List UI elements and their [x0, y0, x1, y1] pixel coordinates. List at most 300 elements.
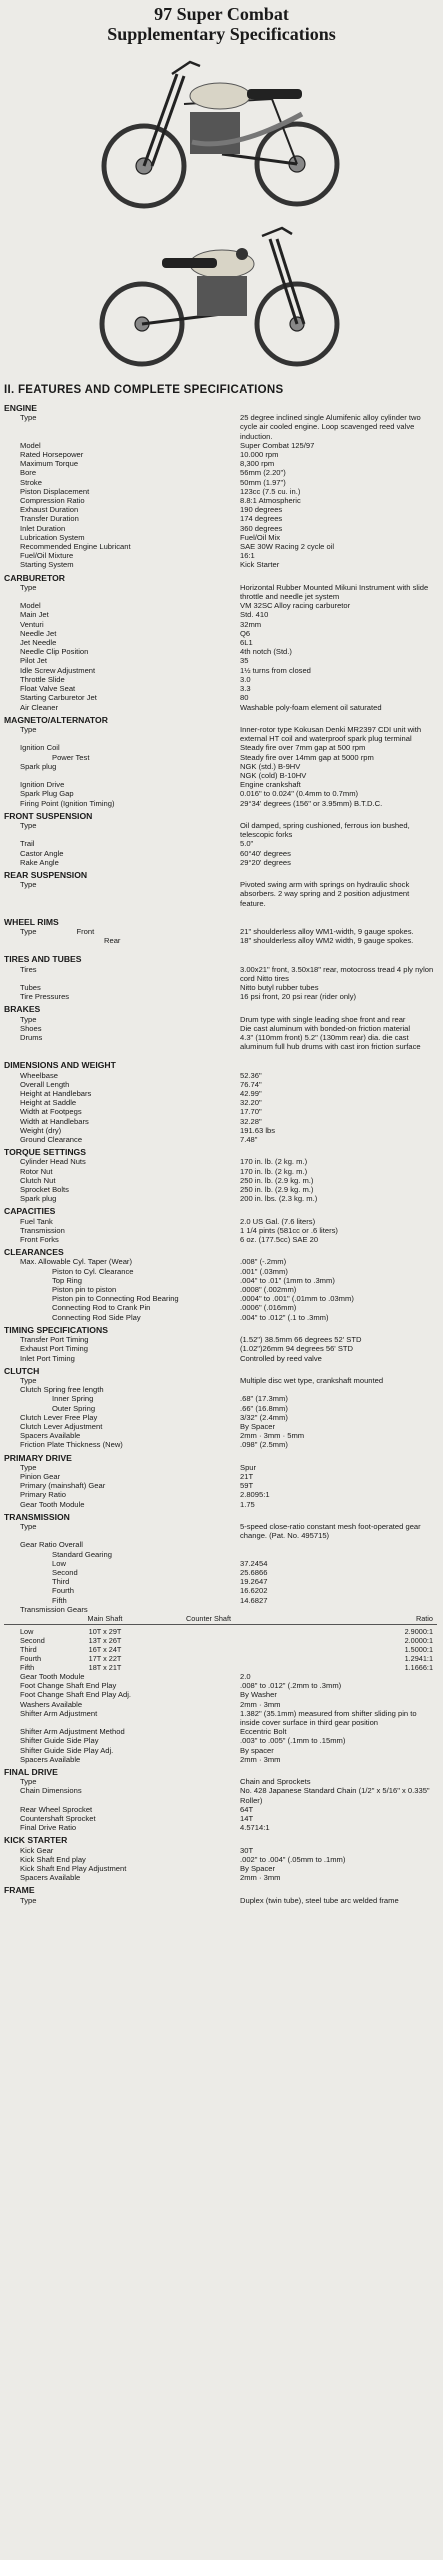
spec-row — [4, 1313, 437, 1322]
gear-ratio: 1.1666:1 — [404, 1662, 433, 1672]
spec-label: Spark plug — [20, 1194, 57, 1204]
spec-row — [4, 1344, 437, 1353]
spec-label: Chain Dimensions — [20, 1786, 82, 1796]
spec-value: Pivoted swing arm with springs on hydraulic shock absorbers. 2 way spring and 2 position adjustment feature. — [240, 880, 410, 908]
spec-label: Type — [20, 1895, 37, 1905]
spec-row — [4, 1303, 437, 1312]
group-heading: TIMING SPECIFICATIONS — [4, 1324, 108, 1335]
spec-value: 174 degrees — [240, 514, 283, 524]
spec-value: Duplex (twin tube), steel tube arc welded frame — [240, 1895, 399, 1905]
spec-row — [4, 1404, 437, 1413]
spec-label: Cylinder Head Nuts — [20, 1157, 86, 1167]
spec-value: 2mm · 3mm — [240, 1754, 281, 1764]
gears-table-rule — [4, 1624, 437, 1625]
spec-value: 1 1/4 pints (581cc or .6 liters) — [240, 1225, 338, 1235]
spec-value: .003" to .005" (.1mm to .15mm) — [240, 1736, 346, 1746]
spec-label — [4, 936, 240, 945]
spec-value: 1.75 — [240, 1499, 255, 1509]
spec-row — [4, 1185, 437, 1194]
spec-label: Foot Change Shaft End Play — [20, 1681, 117, 1691]
section-title: II. FEATURES AND COMPLETE SPECIFICATIONS — [4, 384, 284, 396]
spec-value: 25.6866 — [240, 1567, 268, 1577]
spec-value: 14T — [240, 1814, 254, 1824]
spec-value: 2mm · 3mm — [240, 1873, 281, 1883]
spec-label: Firing Point (Ignition Timing) — [20, 798, 115, 808]
spec-label: Float Valve Seat — [20, 684, 76, 694]
group-heading: MAGNETO/ALTERNATOR — [4, 714, 108, 725]
spec-value: 16 psi front, 20 psi rear (rider only) — [240, 992, 357, 1002]
spec-value: Q6 — [240, 628, 251, 638]
spec-row — [4, 1873, 437, 1882]
spec-value: 17.70" — [240, 1107, 262, 1117]
spec-value: 8,300 rpm — [240, 459, 275, 469]
spec-label: Maximum Torque — [20, 459, 79, 469]
spec-value: Steady fire over 7mm gap at 500 rpm — [240, 743, 366, 753]
spec-value: 2mm · 3mm — [240, 1699, 281, 1709]
gears-table-header — [4, 1614, 437, 1623]
spec-label: Type — [20, 880, 37, 890]
spec-row — [4, 1098, 437, 1107]
spec-label: Model — [20, 440, 41, 450]
spec-row — [4, 693, 437, 702]
spec-label: Low — [52, 1558, 66, 1568]
spec-row — [4, 1126, 437, 1135]
spec-value: .098" (2.5mm) — [240, 1440, 288, 1450]
group-heading: CLUTCH — [4, 1365, 40, 1376]
spec-row — [4, 1385, 437, 1394]
spec-row — [4, 441, 437, 450]
spec-row — [4, 1690, 437, 1699]
spec-label: Connecting Rod to Crank Pin — [52, 1303, 151, 1313]
spec-label: Clutch Nut — [20, 1175, 56, 1185]
spec-row — [4, 1540, 437, 1549]
motorcycle-photo-1 — [72, 44, 372, 214]
spec-value: 3.00x21" front, 3.50x18" rear, motocross tread 4 ply nylon cord Nitto tires — [240, 964, 434, 983]
group-heading: TRANSMISSION — [4, 1511, 70, 1522]
spec-label: Castor Angle — [20, 848, 64, 858]
spec-row — [4, 450, 437, 459]
spec-value: 6 oz. (177.5cc) SAE 20 — [240, 1235, 319, 1245]
spec-row — [4, 1568, 437, 1577]
spec-row — [4, 983, 437, 992]
spec-row — [4, 610, 437, 619]
spec-row — [4, 684, 437, 693]
spec-value: 5-speed close-ratio constant mesh foot-operated gear change. (Pat. No. 495715) — [240, 1521, 421, 1541]
spec-label: Inlet Port Timing — [20, 1353, 75, 1363]
gear-main-shaft: 10T x 29T — [88, 1626, 122, 1636]
spec-label: Type — [20, 820, 37, 830]
spec-row — [4, 560, 437, 569]
spec-row — [4, 1814, 437, 1823]
spec-row — [4, 1586, 437, 1595]
spec-label: Shifter Arm Adjustment Method — [20, 1727, 125, 1737]
spec-row — [4, 666, 437, 675]
spec-value: Multiple disc wet type, crankshaft mounted — [240, 1375, 384, 1385]
spec-row — [4, 1700, 437, 1709]
spec-row — [4, 858, 437, 867]
spec-label: Inner Spring — [52, 1394, 94, 1404]
spec-row — [4, 1394, 437, 1403]
spec-row — [4, 1226, 437, 1235]
spec-value: 19.2647 — [240, 1577, 268, 1587]
group-heading: FRONT SUSPENSION — [4, 810, 93, 821]
spec-row — [4, 992, 437, 1001]
spec-row — [4, 789, 437, 798]
spec-value: NGK (std.) B-9HV — [240, 761, 301, 771]
spec-row — [4, 487, 437, 496]
spec-value: 3.3 — [240, 684, 251, 694]
spec-label: Gear Tooth Module — [20, 1671, 85, 1681]
spec-sublabel: Front — [76, 926, 95, 936]
spec-row — [4, 1080, 437, 1089]
spec-label: Shifter Guide Side Play Adj. — [20, 1745, 114, 1755]
spec-value: 190 degrees — [240, 505, 283, 515]
spec-row — [4, 849, 437, 858]
spec-label: Throttle Slide — [20, 674, 65, 684]
title-line-1: 97 Super Combat — [154, 4, 289, 24]
spec-value: By spacer — [240, 1745, 274, 1755]
spec-label: Rotor Nut — [20, 1166, 53, 1176]
spec-label: Clutch Spring free length — [20, 1385, 104, 1395]
spec-value: Oil damped, spring cushioned, ferrous ion bushed, telescopic forks — [240, 820, 410, 840]
spec-row — [4, 1855, 437, 1864]
gears-table-row — [4, 1627, 437, 1636]
spec-row — [4, 1823, 437, 1832]
spec-row — [4, 965, 437, 983]
spec-row — [4, 821, 437, 839]
spec-label: Idle Screw Adjustment — [20, 665, 96, 675]
spec-row — [4, 1431, 437, 1440]
spec-value: Super Combat 125/97 — [240, 440, 315, 450]
spec-value: .0006" (.016mm) — [240, 1303, 297, 1313]
spec-label: Third — [52, 1577, 70, 1587]
spec-row — [4, 753, 437, 762]
gear-counter-shaft — [146, 1663, 296, 1672]
spec-label: Fourth — [52, 1586, 74, 1596]
spec-label: Clutch Lever Free Play — [20, 1412, 98, 1422]
spec-value: 191.63 lbs — [240, 1125, 276, 1135]
spec-value: 1.382" (35.1mm) measured from shifter sliding pin to inside cover surface in third gear position — [240, 1708, 417, 1727]
gear-main-shaft: 16T x 24T — [88, 1644, 122, 1654]
spec-value — [240, 1385, 437, 1394]
gears-table-row — [4, 1654, 437, 1663]
spec-row — [4, 620, 437, 629]
spec-label: Pinion Gear — [20, 1471, 61, 1481]
spec-value: 7.48" — [240, 1135, 258, 1145]
group-heading: DIMENSIONS AND WEIGHT — [4, 1060, 116, 1071]
spec-row — [4, 1805, 437, 1814]
spec-label: Piston to Cyl. Clearance — [52, 1266, 134, 1276]
spec-label: Type — [20, 582, 37, 592]
spec-label: Connecting Rod Side Play — [52, 1312, 141, 1322]
spec-value: 2mm · 3mm · 5mm — [240, 1431, 305, 1441]
spec-label: Second — [52, 1567, 78, 1577]
spec-value: Eccentric Bolt — [240, 1727, 287, 1737]
spec-value: (1.02")26mm 94 degrees 56' STD — [240, 1344, 354, 1354]
spec-row — [4, 1500, 437, 1509]
gear-ratio: 1.2941:1 — [404, 1653, 433, 1663]
spec-label: Air Cleaner — [20, 702, 58, 712]
gears-col-ratio: Ratio — [415, 1613, 433, 1623]
spec-value: .0004" to .001" (.01mm to .03mm) — [240, 1294, 354, 1304]
spec-row — [4, 533, 437, 542]
spec-row — [4, 799, 437, 808]
spec-row — [4, 1709, 437, 1727]
spec-label: Stroke — [20, 477, 42, 487]
spec-label: Fuel Tank — [20, 1216, 53, 1226]
gear-ratio: 1.5000:1 — [404, 1644, 433, 1654]
spec-value: 56mm (2.20") — [240, 468, 286, 478]
spec-row — [4, 1267, 437, 1276]
spec-value: 2.0 — [240, 1671, 251, 1681]
spec-label: Friction Plate Thickness (New) — [20, 1440, 123, 1450]
spec-label: Transmission Gears — [20, 1604, 88, 1614]
spec-row — [4, 1354, 437, 1363]
spec-row — [4, 1463, 437, 1472]
spec-row — [4, 583, 437, 601]
spec-label: Tires — [20, 964, 37, 974]
spec-row — [4, 1896, 437, 1905]
spec-row — [4, 703, 437, 712]
group-heading: WHEEL RIMS — [4, 916, 59, 927]
spec-value: 4th notch (Std.) — [240, 647, 292, 657]
spec-row — [4, 1176, 437, 1185]
spec-label: Rake Angle — [20, 857, 59, 867]
spec-label: Transfer Port Timing — [20, 1335, 89, 1345]
spec-label: Main Jet — [20, 610, 49, 620]
spec-value: 50mm (1.97") — [240, 477, 286, 487]
group-heading: ENGINE — [4, 403, 37, 413]
spec-value: Horizontal Rubber Mounted Mikuni Instrument with slide throttle and needle jet system — [240, 582, 429, 602]
spec-label: Type — [20, 724, 37, 734]
spec-value: 3.0 — [240, 674, 251, 684]
spec-label: Type — [20, 1777, 37, 1787]
spec-row — [4, 468, 437, 477]
spec-row — [4, 1157, 437, 1166]
spec-row — [4, 1071, 437, 1080]
spec-label — [4, 771, 240, 780]
spec-label: Needle Jet — [20, 628, 57, 638]
spec-value: No. 428 Japanese Standard Chain (1/2" x 5/16" x 0.335" Roller) — [240, 1786, 430, 1805]
group-heading: CARBURETOR — [4, 572, 65, 583]
spec-value: .0008" (.002mm) — [240, 1285, 297, 1295]
spec-value: 250 in. lb. (2.9 kg. m.) — [240, 1175, 314, 1185]
spec-value: Spur — [240, 1462, 257, 1472]
spec-value: 32mm — [240, 619, 262, 629]
spec-label: Standard Gearing — [52, 1549, 112, 1559]
spec-row — [4, 1490, 437, 1499]
gear-name: Second — [20, 1635, 45, 1645]
spec-value: VM 32SC Alloy racing carburetor — [240, 601, 351, 611]
spec-row — [4, 1846, 437, 1855]
spec-value: Drum type with single leading shoe front and rear — [240, 1014, 406, 1024]
spec-row — [4, 1015, 437, 1024]
spec-label: Shifter Guide Side Play — [20, 1736, 99, 1746]
spec-label: Piston pin to piston — [52, 1285, 117, 1295]
spec-label: Wheelbase — [20, 1070, 58, 1080]
spec-row — [4, 1276, 437, 1285]
spec-row — [4, 1285, 437, 1294]
spec-value: 4.5714:1 — [240, 1823, 270, 1833]
spec-value: Nitto butyl rubber tubes — [240, 982, 319, 992]
spacer — [4, 908, 437, 914]
spec-label: Spacers Available — [20, 1754, 81, 1764]
spec-value: 5.0" — [240, 839, 254, 849]
spec-label: Jet Needle — [20, 638, 57, 648]
spec-label: Washers Available — [20, 1699, 83, 1709]
spec-value: 123cc (7.5 cu. in.) — [240, 486, 301, 496]
spec-value — [240, 1605, 437, 1614]
spec-label: Type — [20, 1462, 37, 1472]
spec-row — [4, 1235, 437, 1244]
spec-value: Engine crankshaft — [240, 780, 301, 790]
spec-value: 8.8:1 Atmospheric — [240, 496, 301, 506]
spec-label: Overall Length — [20, 1079, 70, 1089]
spec-row — [4, 496, 437, 505]
spec-value: 6L1 — [240, 638, 253, 648]
spec-label: Outer Spring — [52, 1403, 96, 1413]
spec-value: .004" to .012" (.1 to .3mm) — [240, 1312, 329, 1322]
spec-row — [4, 1522, 437, 1540]
spec-label: Max. Allowable Cyl. Taper (Wear) — [20, 1257, 132, 1267]
gear-main-shaft: 18T x 21T — [88, 1662, 122, 1672]
spec-label: Spark plug — [20, 761, 57, 771]
spec-value: 18" shoulderless alloy WM2 width, 9 gauge spokes. — [240, 936, 414, 946]
spec-row — [4, 1376, 437, 1385]
spec-value: 80 — [240, 693, 249, 703]
spec-label: Width at Handlebars — [20, 1116, 89, 1126]
spec-row — [4, 638, 437, 647]
spec-row — [4, 629, 437, 638]
gears-col-counter: Counter Shaft — [186, 1613, 232, 1623]
spec-value: .001" (.03mm) — [240, 1266, 288, 1276]
spec-row — [4, 880, 437, 908]
gears-table-row — [4, 1636, 437, 1645]
spec-value: By Spacer — [240, 1421, 276, 1431]
spec-value: 60°40' degrees — [240, 848, 291, 858]
spec-value: 200 in. lbs. (2.3 kg. m.) — [240, 1194, 318, 1204]
spec-row — [4, 1577, 437, 1586]
spec-row — [4, 1481, 437, 1490]
spec-label: Gear Ratio Overall — [20, 1540, 83, 1550]
spec-value: .004" to .01" (1mm to .3mm) — [240, 1275, 335, 1285]
spec-row — [4, 936, 437, 945]
spec-label: Tubes — [20, 982, 41, 992]
spec-row — [4, 1217, 437, 1226]
group-heading: PRIMARY DRIVE — [4, 1452, 72, 1463]
spec-label: Type Front — [20, 926, 95, 936]
spec-value: 42.99" — [240, 1089, 262, 1099]
spec-value: 21T — [240, 1471, 254, 1481]
spec-row — [4, 413, 437, 441]
spec-label: Recommended Engine Lubricant — [20, 542, 131, 552]
spec-row — [4, 1777, 437, 1786]
spec-value: 37.2454 — [240, 1558, 268, 1568]
spec-row — [4, 1864, 437, 1873]
spec-row — [4, 1024, 437, 1033]
spec-label: Trail — [20, 839, 35, 849]
spec-value: 16:1 — [240, 551, 255, 561]
spec-row — [4, 1736, 437, 1745]
spec-sublabel: Rear — [104, 936, 121, 946]
spec-row — [4, 1335, 437, 1344]
spec-row — [4, 1559, 437, 1568]
spec-row — [4, 1472, 437, 1481]
spec-value: 10.000 rpm — [240, 450, 279, 460]
spec-row — [4, 1596, 437, 1605]
spec-value: 52.36" — [240, 1070, 262, 1080]
spec-label: Pilot Jet — [20, 656, 48, 666]
spec-label: Tire Pressures — [20, 992, 70, 1002]
spec-value: Std. 410 — [240, 610, 269, 620]
spec-label: Height at Saddle — [20, 1098, 77, 1108]
gear-main-shaft: 17T x 22T — [88, 1653, 122, 1663]
spec-row — [4, 839, 437, 848]
gear-ratio: 2.9000:1 — [404, 1626, 433, 1636]
spec-value: Steady fire over 14mm gap at 5000 rpm — [240, 752, 374, 762]
spec-row — [4, 1550, 437, 1559]
spec-value: 30T — [240, 1845, 254, 1855]
spec-row — [4, 542, 437, 551]
spec-value: 14.6827 — [240, 1595, 268, 1605]
spec-value: 59T — [240, 1481, 254, 1491]
spec-row — [4, 647, 437, 656]
spec-row — [4, 1440, 437, 1449]
spec-label: Primary (mainshaft) Gear — [20, 1481, 106, 1491]
group-heading: FRAME — [4, 1885, 35, 1896]
spec-value: 29°20' degrees — [240, 857, 291, 867]
spec-value: SAE 30W Racing 2 cycle oil — [240, 542, 335, 552]
spec-value: .008" to .012" (.2mm to .3mm) — [240, 1681, 342, 1691]
spec-label: Starting System — [20, 560, 74, 570]
gear-name: Fifth — [20, 1662, 35, 1672]
gear-name: Fourth — [20, 1653, 42, 1663]
spec-label: Inlet Duration — [20, 523, 66, 533]
spec-value: Kick Starter — [240, 560, 280, 570]
spec-row — [4, 725, 437, 743]
spec-label: Width at Footpegs — [20, 1107, 82, 1117]
spec-label: Type — [20, 1375, 37, 1385]
spec-value: 29°34' degrees (156" or 3.95mm) B.T.D.C. — [240, 798, 383, 808]
spec-row — [4, 514, 437, 523]
group-heading: REAR SUSPENSION — [4, 869, 88, 880]
spec-value: Fuel/Oil Mix — [240, 532, 281, 542]
spec-label: Ignition Drive — [20, 780, 65, 790]
spec-row — [4, 1167, 437, 1176]
spec-label: Rear Wheel Sprocket — [20, 1804, 93, 1814]
spec-label: Gear Tooth Module — [20, 1499, 85, 1509]
spec-row — [4, 1672, 437, 1681]
header — [0, 0, 443, 44]
spec-value: Chain and Sprockets — [240, 1777, 311, 1787]
spec-value — [240, 1550, 437, 1559]
spec-value: 3/32" (2.4mm) — [240, 1412, 288, 1422]
title-line-2: Supplementary Specifications — [107, 24, 336, 44]
spec-label: Fifth — [52, 1595, 67, 1605]
spec-label: Drums — [20, 1033, 43, 1042]
gear-main-shaft: 13T x 26T — [88, 1635, 122, 1645]
group-heading: BRAKES — [4, 1004, 41, 1015]
spec-label: Model — [20, 601, 41, 611]
spec-row — [4, 1033, 437, 1051]
gears-col-main: Main Shaft — [87, 1613, 123, 1623]
spec-value: 64T — [240, 1804, 254, 1814]
spec-label: Type — [20, 1014, 37, 1024]
spec-row — [4, 1107, 437, 1116]
spec-row — [4, 601, 437, 610]
spec-value: .002" to .004" (.05mm to .1mm) — [240, 1854, 346, 1864]
spec-value: Controlled by reed valve — [240, 1353, 322, 1363]
